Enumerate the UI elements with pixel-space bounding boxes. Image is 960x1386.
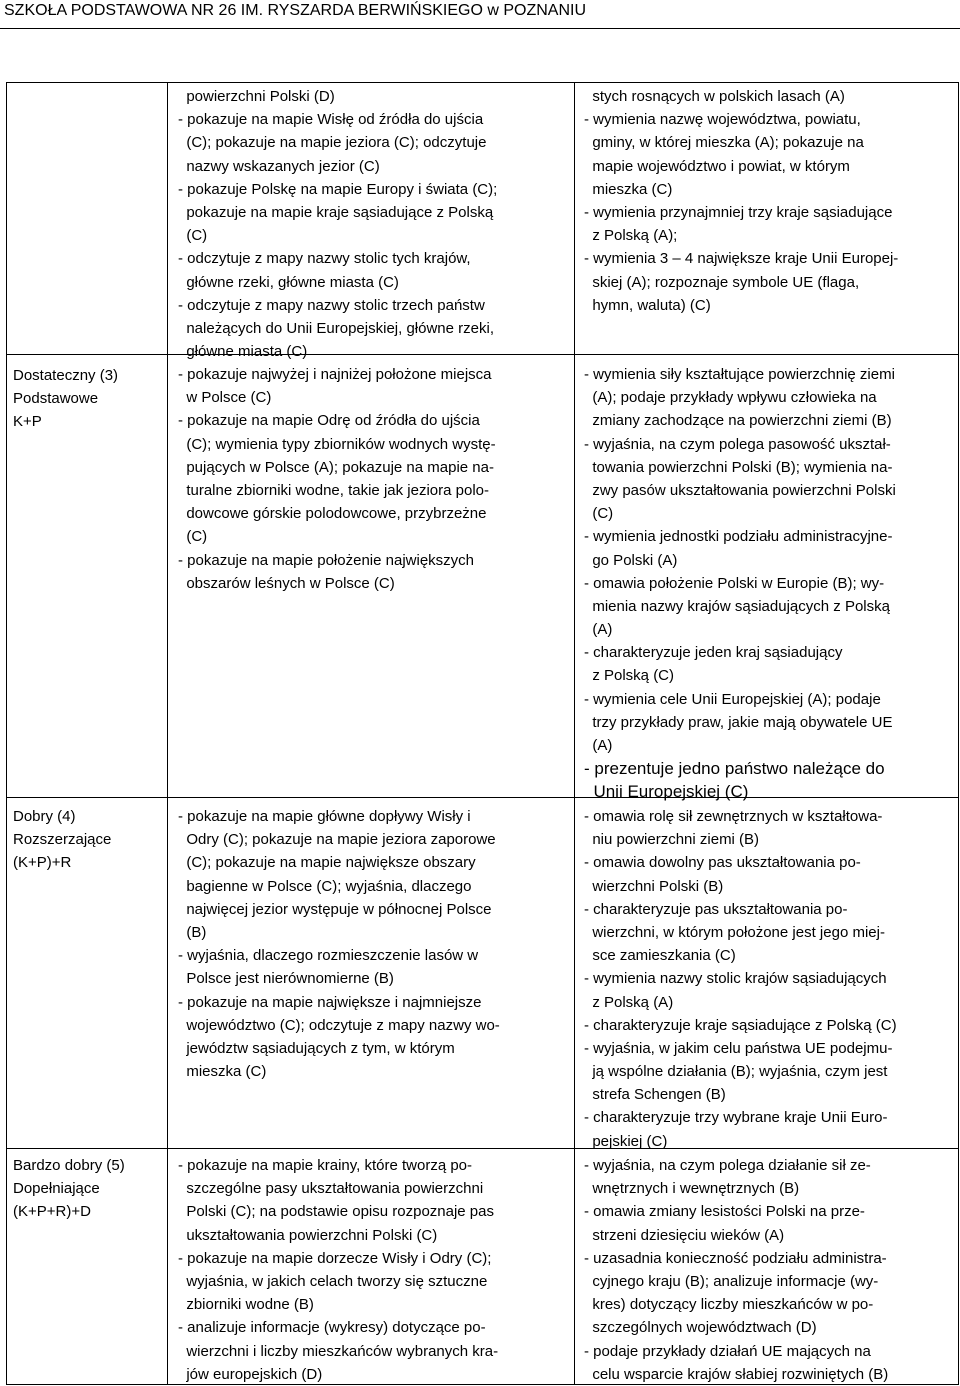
text-line: w Polsce (C) (178, 389, 272, 407)
text-line: z Polską (A) (584, 993, 674, 1011)
text-line: obszarów leśnych w Polsce (C) (178, 574, 395, 592)
text-line: niu powierzchni ziemi (B) (584, 831, 760, 849)
grade-formula: (K+P+R)+D (13, 1203, 91, 1220)
text-line: pejskiej (C) (584, 1132, 668, 1150)
text-line: jów europejskich (D) (178, 1365, 323, 1383)
text-line: gminy, w której mieszka (A); pokazuje na (584, 134, 864, 152)
row-0-col2 (178, 85, 580, 363)
text-line: - wyjaśnia, na czym polega pasowość ukształ- (584, 435, 891, 453)
text-line: zmiany zachodzące na powierzchni ziemi (B) (584, 412, 892, 430)
text-line: cyjnego kraju (B); analizuje informacje (wy- (584, 1272, 879, 1290)
text-line: - wyjaśnia, dlaczego rozmieszczenie lasów w (178, 947, 479, 965)
text-line: sce zamieszkania (C) (584, 947, 736, 965)
text-line: (A); podaje przykłady wpływu człowieka na (584, 389, 877, 407)
text-line: - pokazuje na mapie największe i najmniejsze (178, 993, 482, 1011)
text-line: - wymienia nazwę województwa, powiatu, (584, 111, 861, 129)
row-1-col2 (178, 363, 580, 595)
text-line: - charakteryzuje kraje sąsiadujące z Polską (C) (584, 1016, 897, 1034)
text-line: - wymienia przynajmniej trzy kraje sąsiadujące (584, 203, 893, 221)
text-line: - omawia rolę sił zewnętrznych w kształtowa- (584, 808, 883, 825)
text-line: - odczytuje z mapy nazwy stolic tych krajów, (178, 250, 471, 268)
text-line: pujących w Polsce (A); pokazuje na mapie na- (178, 458, 494, 476)
text-line: Odry (C); pokazuje na mapie jeziora zaporowe (178, 831, 496, 849)
header-rule (0, 28, 960, 29)
grade-formula: (K+P)+R (13, 854, 72, 871)
text-line: - wymienia nazwy stolic krajów sąsiadujących (584, 970, 887, 988)
text-line: - omawia zmiany lesistości Polski na prze- (584, 1203, 865, 1221)
text-line: - charakteryzuje jeden kraj sąsiadujący (584, 644, 843, 662)
text-line: wierzchni Polski (B) (584, 877, 724, 895)
requirements-table (6, 82, 959, 1385)
text-line: z Polską (C) (584, 667, 675, 685)
text-line: strzeni dziesięciu wieków (A) (584, 1226, 785, 1244)
text-line: jewództw sąsiadujących z tym, w którym (178, 1039, 455, 1057)
text-line: nazwy wskazanych jezior (C) (178, 157, 380, 175)
text-line: (C) (178, 528, 208, 546)
text-line: turalne zbiorniki wodne, takie jak jeziora polo- (178, 481, 489, 499)
text-line: - pokazuje na mapie krainy, które tworzą po- (178, 1157, 473, 1174)
text-line: - charakteryzuje trzy wybrane kraje Unii Euro- (584, 1109, 888, 1127)
grade-cell-dobry (13, 805, 163, 874)
text-line: ją wspólne działania (B); wyjaśnia, czym jest (584, 1063, 888, 1081)
text-line: z Polską (A); (584, 227, 678, 245)
text-line: kres) dotyczący liczby mieszkańców w po- (584, 1296, 874, 1314)
text-line: - wymienia jednostki podziału administracyjne- (584, 528, 893, 546)
text-line: pokazuje na mapie kraje sąsiadujące z Polską (178, 203, 494, 221)
text-line: - podaje przykłady działań UE mających na (584, 1342, 871, 1360)
row-3-col2 (178, 1154, 580, 1386)
row-2-col3 (584, 805, 956, 1153)
text-line: - omawia dowolny pas ukształtowania po- (584, 854, 861, 872)
text-line: szczególnych województwach (D) (584, 1319, 817, 1337)
grade-level: Dopełniające (13, 1180, 100, 1197)
text-line: - pokazuje na mapie Odrę od źródła do ujścia (178, 412, 480, 430)
text-line: stych rosnących w polskich lasach (A) (584, 88, 845, 105)
text-line: Polski (C); na podstawie opisu rozpoznaje pas (178, 1203, 494, 1221)
text-line: główne miasta (C) (178, 343, 308, 361)
text-line: strefa Schengen (B) (584, 1086, 726, 1104)
text-line: - analizuje informacje (wykresy) dotyczące po- (178, 1319, 486, 1337)
text-line: główne rzeki, główne miasta (C) (178, 273, 399, 291)
grade-formula: K+P (13, 413, 42, 430)
text-line: zwy pasów ukształtowania powierzchni Polski (584, 481, 896, 499)
text-line: skiej (A); rozpoznaje symbole UE (flaga, (584, 273, 860, 291)
text-line: mieszka (C) (584, 180, 673, 198)
grade-name: Dostateczny (3) (13, 367, 119, 384)
text-line: go Polski (A) (584, 551, 678, 569)
text-line: (B) (178, 923, 207, 941)
text-line: - pokazuje Polskę na mapie Europy i świata (C); (178, 180, 498, 198)
text-line: wyjaśnia, w jakich celach tworzy się sztuczne (178, 1272, 488, 1290)
text-line: (C); pokazuje na mapie największe obszary (178, 854, 476, 872)
text-line: szczególne pasy ukształtowania powierzchni (178, 1180, 484, 1198)
grade-level: Podstawowe (13, 390, 99, 407)
text-line: powierzchni Polski (D) (178, 88, 335, 105)
text-line: dowcowe górskie polodowcowe, przybrzeżne (178, 505, 487, 523)
text-line: - omawia położenie Polski w Europie (B); wy- (584, 574, 885, 592)
text-line: hymn, waluta) (C) (584, 296, 711, 314)
text-line: (A) (584, 621, 613, 639)
text-line: - wyjaśnia, w jakim celu państwa UE podejmu- (584, 1039, 893, 1057)
text-line: Unii Europejskiej (C) (584, 782, 749, 802)
text-line: towania powierzchni Polski (B); wymienia na- (584, 458, 893, 476)
row-2-col2 (178, 805, 580, 1083)
grade-cell-bardzo-dobry (13, 1154, 163, 1223)
text-line: zbiorniki wodne (B) (178, 1296, 314, 1314)
text-line: - pokazuje na mapie Wisłę od źródła do ujścia (178, 111, 484, 129)
text-line: - pokazuje na mapie dorzecze Wisły i Odry (C); (178, 1249, 492, 1267)
grade-level: Rozszerzające (13, 831, 112, 848)
text-line: wierzchni, w którym położone jest jego miej- (584, 923, 885, 941)
text-line: bagienne w Polsce (C); wyjaśnia, dlaczego (178, 877, 472, 895)
text-line: (A) (584, 737, 613, 754)
row-0-col3 (584, 85, 956, 317)
text-line: - odczytuje z mapy nazwy stolic trzech państw (178, 296, 485, 314)
text-line: - prezentuje jedno państwo należące do (584, 759, 885, 779)
text-line: - uzasadnia konieczność podziału administra- (584, 1249, 887, 1267)
text-line: mieszka (C) (178, 1063, 267, 1081)
grade-cell-dostateczny (13, 364, 163, 433)
row-1-col3 (584, 363, 956, 804)
text-line: trzy przykłady praw, jakie mają obywatele UE (584, 713, 893, 731)
text-line: wierzchni i liczby mieszkańców wybranych kra- (178, 1342, 499, 1360)
row-3-col3 (584, 1154, 956, 1386)
text-line: - pokazuje na mapie położenie największych (178, 551, 475, 569)
page-header: SZKOŁA PODSTAWOWA NR 26 IM. RYSZARDA BERWIŃSKIEGO w POZNANIU (4, 2, 587, 19)
text-line: mapie województwo i powiat, w którym (584, 157, 850, 175)
text-line: województwo (C); odczytuje z mapy nazwy wo- (178, 1016, 500, 1034)
text-line: wnętrznych i wewnętrznych (B) (584, 1180, 800, 1198)
text-line: - pokazuje na mapie główne dopływy Wisły i (178, 808, 471, 825)
text-line: (C); wymienia typy zbiorników wodnych wystę- (178, 435, 496, 453)
text-line: ukształtowania powierzchni Polski (C) (178, 1226, 438, 1244)
grade-name: Bardzo dobry (5) (13, 1157, 125, 1174)
text-line: - charakteryzuje pas ukształtowania po- (584, 900, 848, 918)
text-line: (C); pokazuje na mapie jeziora (C); odczytuje (178, 134, 487, 152)
text-line: (C) (178, 227, 208, 245)
text-line: (C) (584, 505, 614, 523)
text-line: - pokazuje najwyżej i najniżej położone miejsca (178, 366, 492, 383)
column-divider (167, 83, 168, 1384)
text-line: należących do Unii Europejskiej, główne rzeki, (178, 319, 494, 337)
text-line: - wymienia 3 – 4 największe kraje Unii Europej- (584, 250, 899, 268)
text-line: - wymienia siły kształtujące powierzchnię ziemi (584, 366, 895, 383)
text-line: - wyjaśnia, na czym polega działanie sił ze- (584, 1157, 871, 1174)
text-line: celu wsparcie krajów słabiej rozwiniętych (B) (584, 1365, 889, 1383)
text-line: - wymienia cele Unii Europejskiej (A); podaje (584, 690, 881, 708)
text-line: najwięcej jezior występuje w północnej Polsce (178, 900, 492, 918)
grade-name: Dobry (4) (13, 808, 76, 825)
text-line: Polsce jest nierównomierne (B) (178, 970, 394, 988)
text-line: mienia nazwy krajów sąsiadujących z Polską (584, 597, 890, 615)
